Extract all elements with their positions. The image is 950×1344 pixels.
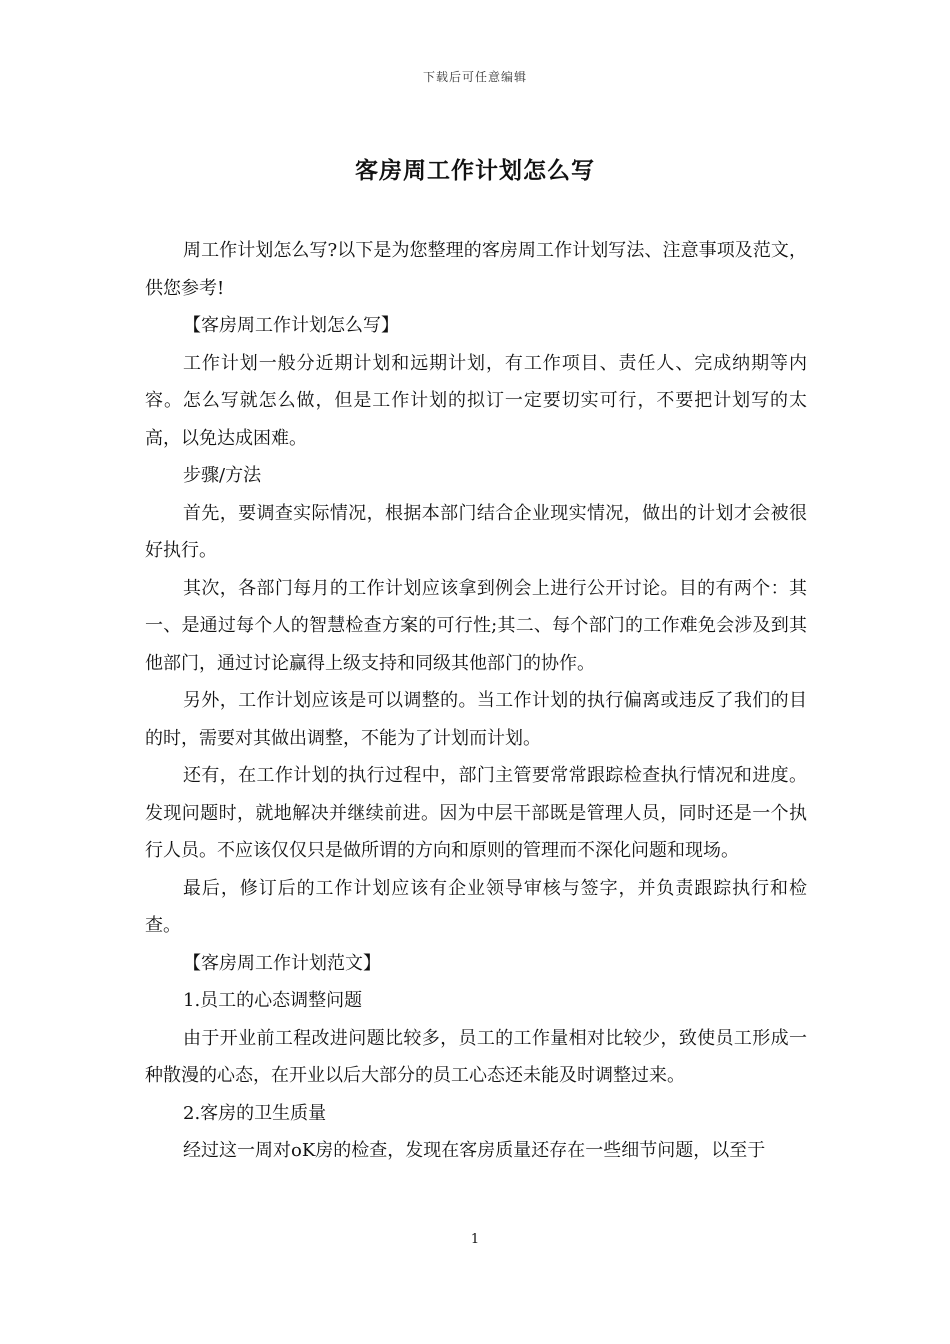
section-heading-sample: 【客房周工作计划范文】: [183, 952, 381, 974]
list-item-heading: 1.员工的心态调整问题: [183, 990, 363, 1011]
paragraph: 最后，修订后的工作计划应该有企业领导审核与签字，并负责跟踪执行和检查。: [145, 877, 807, 936]
section-heading-how-to-write: 【客房周工作计划怎么写】: [183, 315, 399, 336]
page-number: 1: [470, 1232, 480, 1247]
document-body: [145, 232, 807, 1170]
paragraph: 由于开业前工程改进问题比较多，员工的工作量相对比较少，致使员工形成一种散漫的心态，在开业以后大部分的员工心态还未能及时调整过来。: [145, 1027, 807, 1086]
subheading-steps: 步骤/方法: [183, 465, 262, 486]
header-note: 下载后可任意编辑: [422, 70, 527, 84]
paragraph: 工作计划一般分近期计划和远期计划，有工作项目、责任人、完成纳期等内容。怎么写就怎么做，但是工作计划的拟订一定要切实可行，不要把计划写的太高，以免达成困难。: [145, 352, 807, 449]
paragraph: 另外，工作计划应该是可以调整的。当工作计划的执行偏离或违反了我们的目的时，需要对其做出调整，不能为了计划而计划。: [145, 690, 807, 749]
paragraph: 还有，在工作计划的执行过程中，部门主管要常常跟踪检查执行情况和进度。发现问题时，就地解决并继续前进。因为中层干部既是管理人员，同时还是一个执行人员。不应该仅仅只是做所谓的方向和原则的管理而不深化问题和现场。: [145, 765, 807, 861]
paragraph: 首先，要调查实际情况，根据本部门结合企业现实情况，做出的计划才会被很好执行。: [145, 502, 807, 561]
document-title: 客房周工作计划怎么写: [355, 157, 595, 184]
paragraph: 其次，各部门每月的工作计划应该拿到例会上进行公开讨论。目的有两个：其一、是通过每个人的智慧检查方案的可行性;其二、每个部门的工作难免会涉及到其他部门，通过讨论赢得上级支持和同级其他部门的协作。: [145, 577, 807, 674]
paragraph-intro: 周工作计划怎么写?以下是为您整理的客房周工作计划写法、注意事项及范文，供您参考!: [145, 240, 807, 299]
list-item-heading: 2.客房的卫生质量: [183, 1102, 327, 1124]
paragraph: 经过这一周对oK房的检查，发现在客房质量还存在一些细节问题，以至于: [183, 1140, 766, 1161]
